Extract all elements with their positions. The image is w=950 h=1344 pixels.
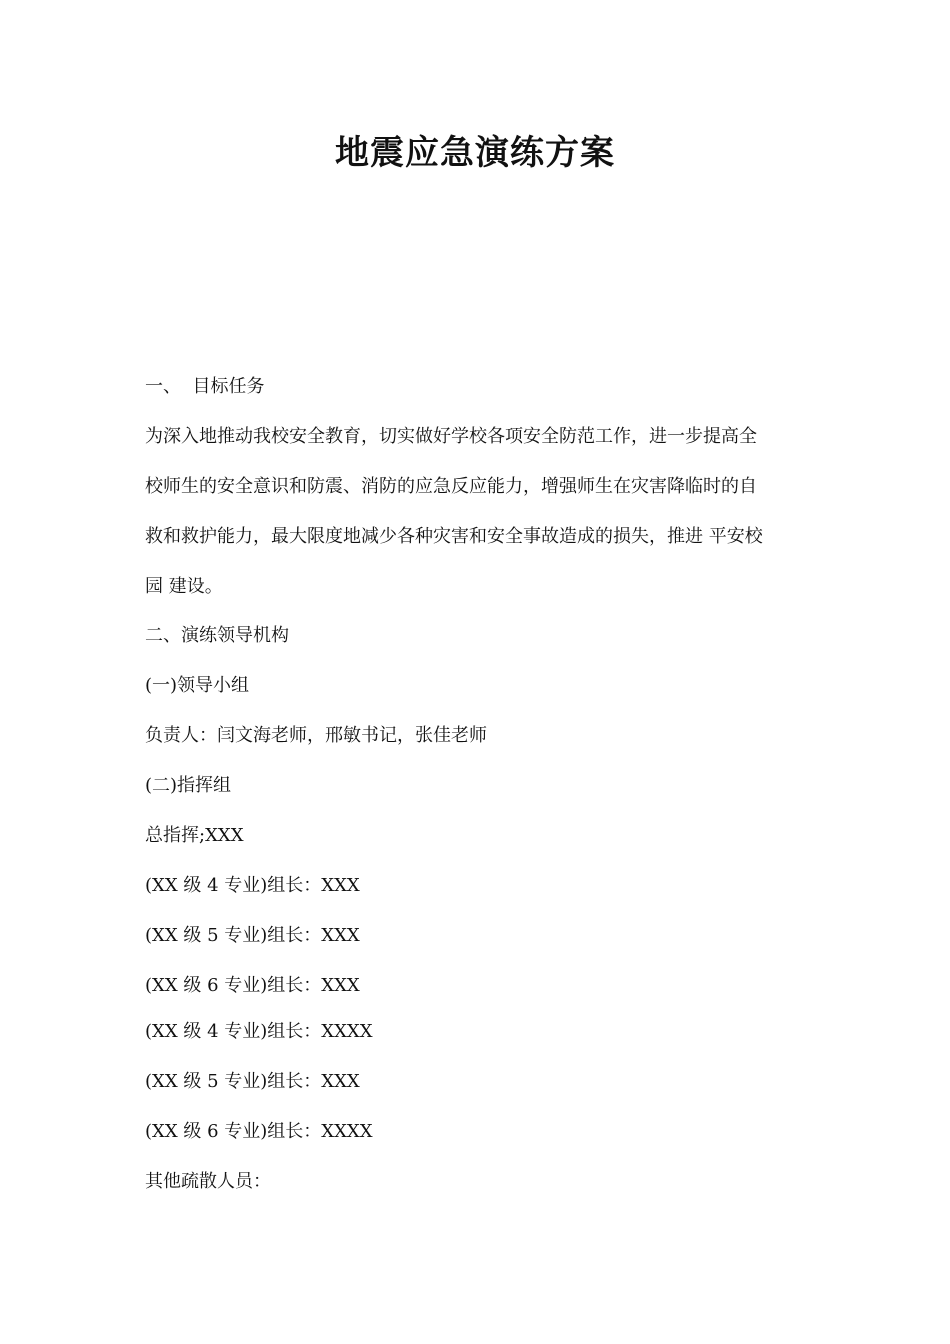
paragraph-line: 校师生的安全意识和防震、消防的应急反应能力，增强师生在灾害降临时的自 [145, 476, 757, 497]
paragraph-line: 救和救护能力，最大限度地减少各种灾害和安全事故造成的损失，推进 平安校 [145, 526, 763, 547]
commander-line: 总指挥;XXX [145, 825, 244, 846]
other-staff-line: 其他疏散人员： [145, 1171, 271, 1192]
section-heading-goals: 一、 目标任务 [145, 376, 265, 397]
group-leader-line: (XX 级 6 专业)组长：XXX [145, 975, 360, 996]
leaders-line: 负责人：闫文海老师，邢敏书记，张佳老师 [145, 725, 487, 746]
subsection-heading-command-group: (二)指挥组 [145, 775, 232, 796]
subsection-heading-leading-group: (一)领导小组 [145, 675, 250, 696]
group-leader-line: (XX 级 4 专业)组长：XXXX [145, 1021, 373, 1042]
group-leader-line: (XX 级 5 专业)组长：XXX [145, 1071, 360, 1092]
paragraph-line: 为深入地推动我校安全教育，切实做好学校各项安全防范工作，进一步提高全 [145, 426, 757, 447]
paragraph-line: 园 建设。 [145, 576, 223, 597]
group-leader-line: (XX 级 5 专业)组长：XXX [145, 925, 360, 946]
group-leader-line: (XX 级 4 专业)组长：XXX [145, 875, 360, 896]
section-heading-leadership: 二、演练领导机构 [145, 625, 289, 646]
goals-paragraph [145, 425, 810, 625]
group-leader-line: (XX 级 6 专业)组长：XXXX [145, 1121, 373, 1142]
document-title: 地震应急演练方案 [335, 133, 615, 173]
